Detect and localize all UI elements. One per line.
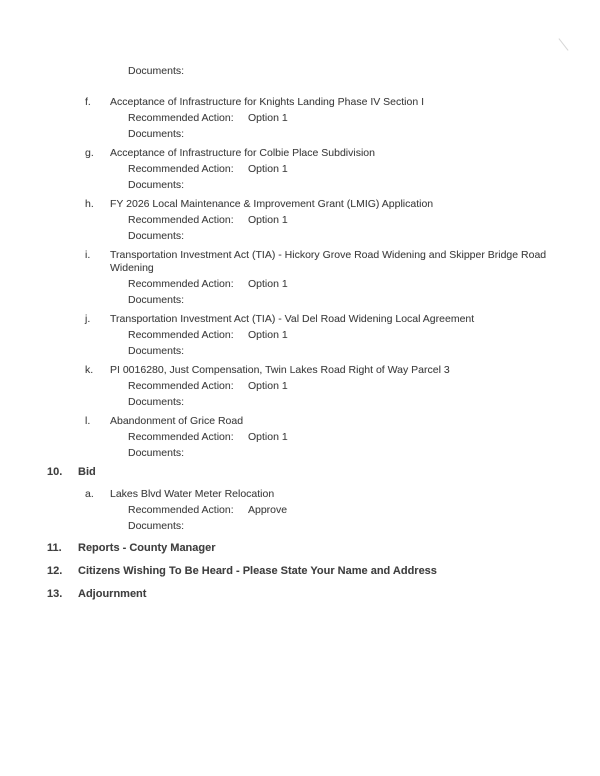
- documents-row: Documents:: [128, 345, 185, 357]
- recommended-action-row: [128, 214, 600, 227]
- documents-row: Documents:: [128, 65, 185, 77]
- item-title: PI 0016280, Just Compensation, Twin Lakes Road Right of Way Parcel 3: [110, 364, 450, 376]
- section-number: 13.: [47, 588, 63, 600]
- scan-artifact-mark: [558, 38, 568, 50]
- agenda-item-k: [0, 364, 600, 409]
- agenda-item-h: [0, 198, 600, 243]
- recommended-action-value: Option 1: [248, 431, 288, 443]
- recommended-action-row: [128, 112, 600, 125]
- recommended-action-label: Recommended Action:: [128, 380, 234, 392]
- recommended-action-value: Option 1: [248, 112, 288, 124]
- agenda-item-i: [0, 249, 600, 307]
- documents-row: Documents:: [128, 128, 185, 140]
- recommended-action-label: Recommended Action:: [128, 278, 234, 290]
- section-title: Citizens Wishing To Be Heard - Please State Your Name and Address: [78, 565, 437, 577]
- recommended-action-row: [128, 278, 600, 291]
- item-letter: a.: [85, 488, 94, 500]
- recommended-action-row: [128, 431, 600, 444]
- item-title: FY 2026 Local Maintenance & Improvement Grant (LMIG) Application: [110, 198, 434, 210]
- section-title: Reports - County Manager: [78, 542, 216, 554]
- item-title: Acceptance of Infrastructure for Knights Landing Phase IV Section I: [110, 96, 425, 108]
- agenda-item-g: [0, 147, 600, 192]
- recommended-action-label: Recommended Action:: [128, 214, 234, 226]
- item-title: Abandonment of Grice Road: [110, 415, 244, 427]
- recommended-action-label: Recommended Action:: [128, 431, 234, 443]
- section-number: 12.: [47, 565, 63, 577]
- recommended-action-label: Recommended Action:: [128, 329, 234, 341]
- agenda-item-a: [0, 488, 600, 533]
- recommended-action-label: Recommended Action:: [128, 504, 234, 516]
- recommended-action-label: Recommended Action:: [128, 112, 234, 124]
- item-letter: h.: [85, 198, 94, 210]
- agenda-item-l: [0, 415, 600, 460]
- item-title: Acceptance of Infrastructure for Colbie Place Subdivision: [110, 147, 375, 159]
- documents-row: Documents:: [128, 447, 185, 459]
- documents-row: Documents:: [128, 179, 185, 191]
- recommended-action-value: Option 1: [248, 278, 288, 290]
- section-number: 10.: [47, 466, 63, 478]
- item-letter: k.: [85, 364, 94, 376]
- documents-row: Documents:: [128, 230, 185, 242]
- item-title: Transportation Investment Act (TIA) - Hickory Grove Road Widening and Skipper Bridge Road Widening: [110, 249, 547, 274]
- recommended-action-row: [128, 163, 600, 176]
- recommended-action-label: Recommended Action:: [128, 163, 234, 175]
- item-letter: g.: [85, 147, 94, 159]
- section-title: Adjournment: [78, 588, 147, 600]
- section-bid: [0, 465, 600, 533]
- recommended-action-value: Approve: [248, 504, 288, 516]
- recommended-action-value: Option 1: [248, 380, 288, 392]
- agenda-item-f: [0, 96, 600, 141]
- recommended-action-row: [128, 329, 600, 342]
- section-citizens: [0, 564, 600, 578]
- item-letter: l.: [85, 415, 91, 427]
- section-title: Bid: [78, 466, 96, 478]
- documents-row: Documents:: [128, 294, 185, 306]
- recommended-action-value: Option 1: [248, 214, 288, 226]
- recommended-action-value: Option 1: [248, 329, 288, 341]
- item-title: Transportation Investment Act (TIA) - Val Del Road Widening Local Agreement: [110, 313, 475, 325]
- documents-row: Documents:: [128, 396, 185, 408]
- recommended-action-value: Option 1: [248, 163, 288, 175]
- item-title: Lakes Blvd Water Meter Relocation: [110, 488, 275, 500]
- item-letter: j.: [85, 313, 91, 325]
- section-number: 11.: [47, 542, 62, 554]
- recommended-action-row: [128, 504, 600, 517]
- item-letter: f.: [85, 96, 91, 108]
- recommended-action-row: [128, 380, 600, 393]
- documents-row: Documents:: [128, 520, 185, 532]
- agenda-item-j: [0, 313, 600, 358]
- section-reports: [0, 541, 600, 555]
- item-letter: i.: [85, 249, 91, 261]
- section-adjournment: [0, 587, 600, 601]
